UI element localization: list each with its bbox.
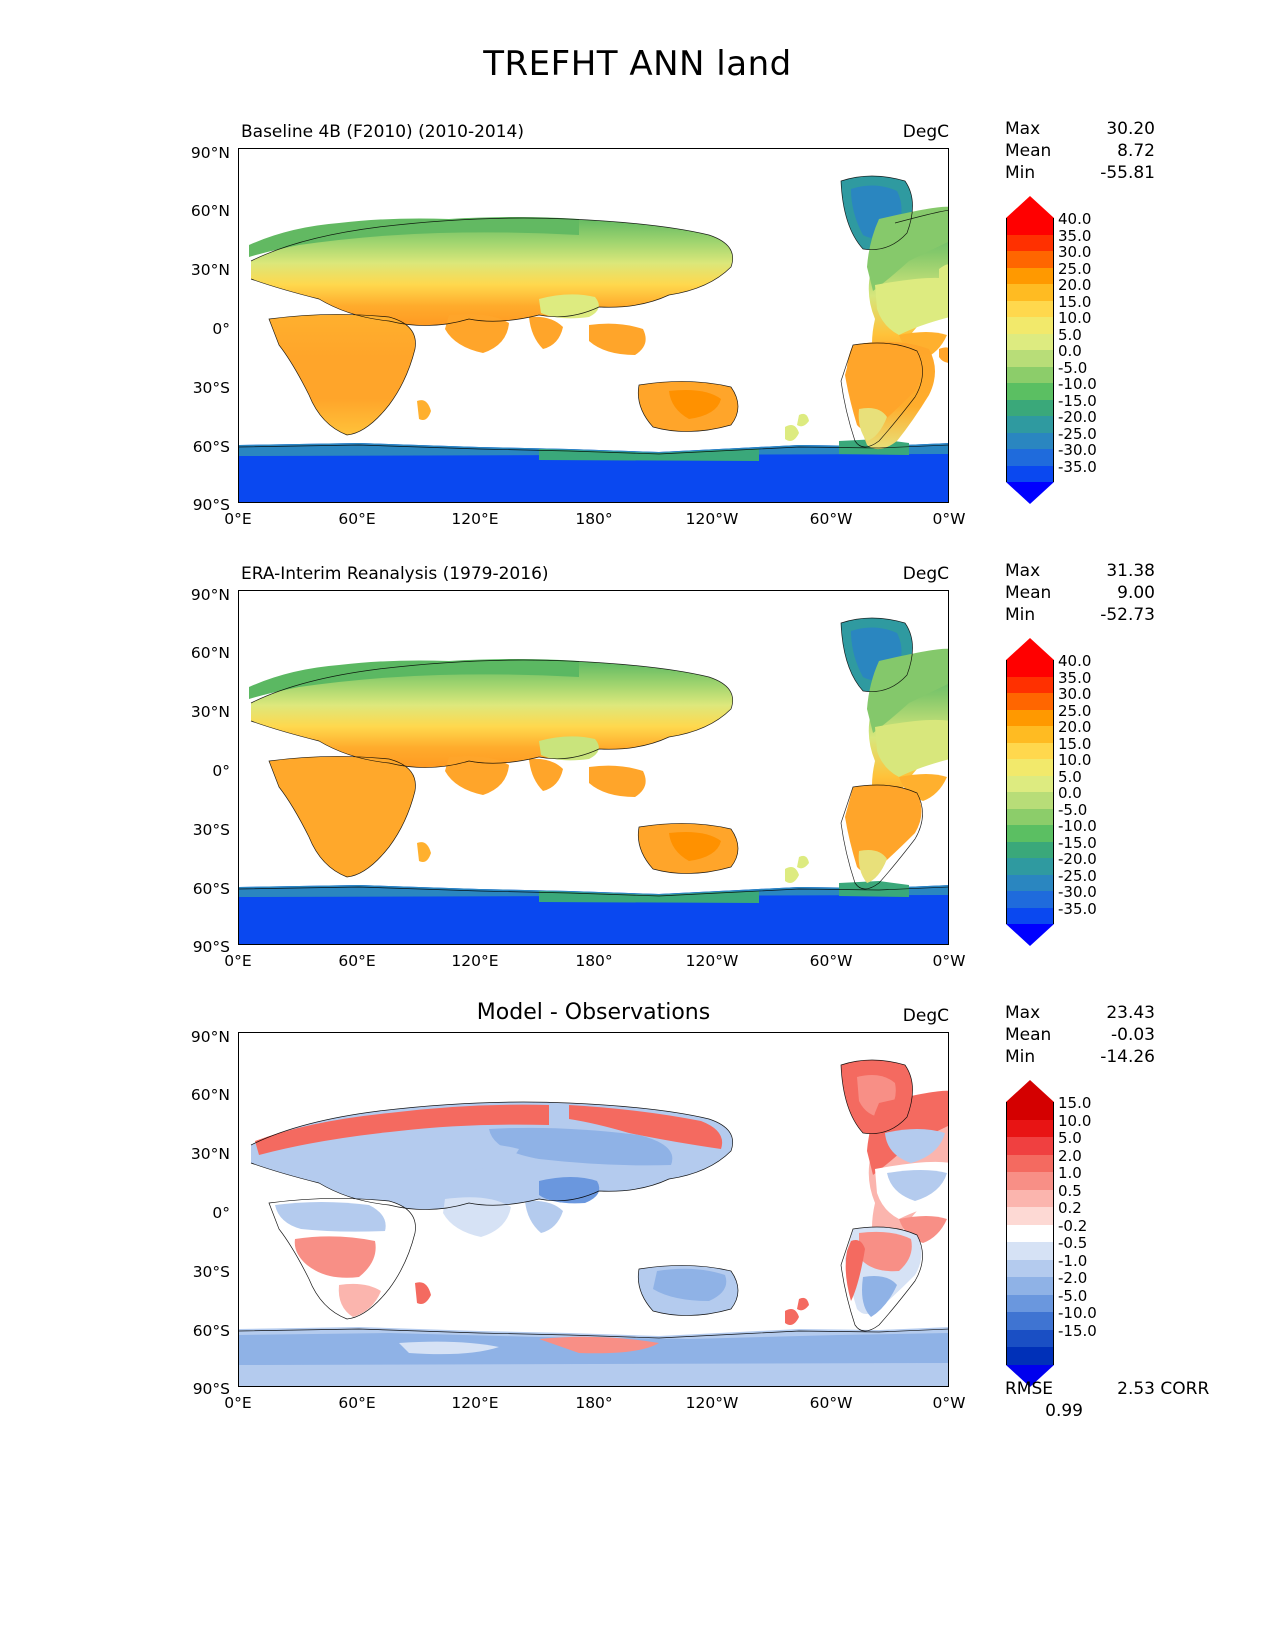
colorbar-tick: 25.0: [1058, 701, 1092, 720]
colorbar-segment: [1007, 1207, 1053, 1225]
colorbar-segment: [1007, 792, 1053, 809]
colorbar-tick: -2.0: [1058, 1269, 1088, 1287]
panel-title-reanalysis: ERA-Interim Reanalysis (1979-2016): [241, 564, 549, 584]
ylabel-0-p1: 0°: [212, 320, 230, 338]
colorbar-tick: 40.0: [1058, 210, 1092, 228]
colorbar-tick: 0.2: [1058, 1199, 1082, 1217]
colorbar-segment: [1007, 1137, 1053, 1155]
colorbar-segment: [1007, 1102, 1053, 1120]
colorbar-tick: -10.0: [1058, 1304, 1097, 1322]
stat-val-min-p2: -52.73: [1100, 605, 1155, 625]
map-canvas-difference: [239, 1033, 949, 1387]
colorbar-tick: -10.0: [1058, 817, 1097, 835]
colorbar-under-arrow: [1006, 482, 1054, 504]
colorbar-over-arrow: [1006, 1080, 1054, 1102]
colorbar-segment: [1007, 1155, 1053, 1173]
colorbar-tick: -0.5: [1058, 1234, 1088, 1252]
stat-val-mean-p3: -0.03: [1111, 1025, 1155, 1045]
colorbar-tick: -10.0: [1058, 375, 1097, 393]
colorbar-segment: [1007, 400, 1053, 417]
xlabel-120W-p1: 120°W: [685, 510, 739, 528]
colorbar-tick: -0.2: [1058, 1216, 1088, 1235]
xlabel-180-p2: 180°: [575, 952, 613, 970]
xlabel-60E-p1: 60°E: [338, 510, 376, 528]
map-reanalysis[interactable]: [238, 590, 949, 945]
stat-val-min-p3: -14.26: [1100, 1047, 1155, 1067]
ylabel-90S-p1: 90°S: [192, 496, 230, 514]
stat-key-mean-p2: Mean: [1005, 583, 1052, 603]
page-title: TREFHT ANN land: [483, 44, 792, 84]
colorbar-segment: [1007, 1330, 1053, 1348]
stat-key-min-p1: Min: [1005, 163, 1036, 183]
ylabel-0-p3: 0°: [212, 1204, 230, 1222]
stat-key-max-p1: Max: [1005, 119, 1041, 139]
colorbar-tick: 20.0: [1058, 276, 1092, 294]
colorbar-tick: 15.0: [1058, 1094, 1092, 1112]
colorbar-segment: [1007, 416, 1053, 433]
colorbar-body: [1006, 660, 1054, 924]
xlabel-0E-p1: 0°E: [224, 510, 252, 528]
stat-val-max-p1: 30.20: [1106, 119, 1155, 139]
colorbar-segment: [1007, 858, 1053, 875]
colorbar-segment: [1007, 251, 1053, 268]
stats-difference: [1005, 1002, 1155, 1068]
ylabel-30S-p2: 30°S: [192, 821, 230, 839]
colorbar-segment: [1007, 743, 1053, 760]
stat-key-max-p3: Max: [1005, 1003, 1041, 1023]
xlabel-0W-p2: 0°W: [932, 952, 966, 970]
ylabel-30N-p1: 30°N: [190, 261, 230, 279]
xlabel-60E-p3: 60°E: [338, 1394, 376, 1412]
ylabel-60N-p3: 60°N: [190, 1086, 230, 1104]
ylabel-60N-p1: 60°N: [190, 202, 230, 220]
ylabel-90S-p2: 90°S: [192, 938, 230, 956]
colorbar-tick: 1.0: [1058, 1164, 1082, 1182]
colorbar-tick: 5.0: [1058, 325, 1082, 344]
colorbar-segment: [1007, 660, 1053, 677]
xlabel-0E-p3: 0°E: [224, 1394, 252, 1412]
colorbar-tick: 0.0: [1058, 784, 1082, 802]
colorbar-segment: [1007, 268, 1053, 285]
colorbar-segment: [1007, 759, 1053, 776]
xlabel-60W-p1: 60°W: [809, 510, 853, 528]
colorbar-tick: -30.0: [1058, 441, 1097, 459]
ylabel-0-p2: 0°: [212, 762, 230, 780]
colorbar-segment: [1007, 466, 1053, 483]
colorbar-tick: -20.0: [1058, 408, 1097, 426]
xlabel-180-p3: 180°: [575, 1394, 613, 1412]
colorbar-segment: [1007, 710, 1053, 727]
colorbar-tick: -5.0: [1058, 800, 1088, 819]
colorbar-segment: [1007, 1190, 1053, 1208]
colorbar-tick: 25.0: [1058, 259, 1092, 278]
colorbar-segment: [1007, 1242, 1053, 1260]
colorbar-tick: 5.0: [1058, 1129, 1082, 1147]
colorbar-tick: 35.0: [1058, 668, 1092, 687]
ylabel-90N-p3: 90°N: [190, 1028, 230, 1046]
colorbar-segment: [1007, 367, 1053, 384]
colorbar-over-arrow: [1006, 196, 1054, 218]
xlabel-120W-p2: 120°W: [685, 952, 739, 970]
colorbar-tick: 10.0: [1058, 309, 1092, 327]
panel-title-baseline: Baseline 4B (F2010) (2010-2014): [241, 122, 524, 142]
colorbar-under-arrow: [1006, 924, 1054, 946]
colorbar-difference[interactable]: [1006, 1080, 1097, 1387]
colorbar-tick: 10.0: [1058, 751, 1092, 769]
colorbar-segment: [1007, 1120, 1053, 1138]
colorbar-tick: -5.0: [1058, 1286, 1088, 1305]
stat-key-max-p2: Max: [1005, 561, 1041, 581]
xlabel-0W-p1: 0°W: [932, 510, 966, 528]
colorbar-tick: 0.5: [1058, 1181, 1082, 1200]
colorbar-segment: [1007, 677, 1053, 694]
colorbar-body: [1006, 1102, 1054, 1365]
xlabel-60W-p3: 60°W: [809, 1394, 853, 1412]
xlabel-120W-p3: 120°W: [685, 1394, 739, 1412]
colorbar-tick: -30.0: [1058, 883, 1097, 901]
units-label-difference: DegC: [902, 1006, 949, 1026]
xlabel-60E-p2: 60°E: [338, 952, 376, 970]
colorbar-segment: [1007, 317, 1053, 334]
colorbar-tick: -15.0: [1058, 833, 1097, 852]
xlabel-60W-p2: 60°W: [809, 952, 853, 970]
colorbar-tick: 0.0: [1058, 342, 1082, 360]
xlabel-120E-p1: 120°E: [451, 510, 499, 528]
colorbar-tick: -1.0: [1058, 1251, 1088, 1270]
ylabel-90N-p1: 90°N: [190, 144, 230, 162]
colorbar-tick: 30.0: [1058, 685, 1092, 703]
colorbar-segment: [1007, 726, 1053, 743]
colorbar-segment: [1007, 350, 1053, 367]
colorbar-segment: [1007, 1277, 1053, 1295]
xlabel-120E-p2: 120°E: [451, 952, 499, 970]
colorbar-segment: [1007, 235, 1053, 252]
xlabel-180-p1: 180°: [575, 510, 613, 528]
map-canvas-baseline: [239, 149, 949, 503]
colorbar-tick: 30.0: [1058, 243, 1092, 261]
colorbar-segment: [1007, 891, 1053, 908]
colorbar-segment: [1007, 284, 1053, 301]
colorbar-body: [1006, 218, 1054, 482]
ylabel-60S-p2: 60°S: [192, 880, 230, 898]
stat-val-rmse: 2.53: [1117, 1379, 1155, 1399]
stat-val-max-p3: 23.43: [1106, 1003, 1155, 1023]
colorbar-tick: -15.0: [1058, 1321, 1097, 1340]
colorbar-tick: -25.0: [1058, 866, 1097, 885]
colorbar-segment: [1007, 875, 1053, 892]
ylabel-90N-p2: 90°N: [190, 586, 230, 604]
colorbar-segment: [1007, 1172, 1053, 1190]
colorbar-segment: [1007, 1260, 1053, 1278]
colorbar-tick: 15.0: [1058, 292, 1092, 311]
colorbar-tick: 40.0: [1058, 652, 1092, 670]
ylabel-30S-p1: 30°S: [192, 379, 230, 397]
xlabel-0W-p3: 0°W: [932, 1394, 966, 1412]
colorbar-segment: [1007, 776, 1053, 793]
stat-val-min-p1: -55.81: [1100, 163, 1155, 183]
xlabel-120E-p3: 120°E: [451, 1394, 499, 1412]
colorbar-tick: 20.0: [1058, 718, 1092, 736]
colorbar-segment: [1007, 1295, 1053, 1313]
colorbar-segment: [1007, 842, 1053, 859]
colorbar-tick: -25.0: [1058, 424, 1097, 443]
ylabel-30N-p2: 30°N: [190, 703, 230, 721]
stat-key-mean-p3: Mean: [1005, 1025, 1052, 1045]
stat-val-mean-p2: 9.00: [1117, 583, 1155, 603]
colorbar-segment: [1007, 218, 1053, 235]
ylabel-90S-p3: 90°S: [192, 1380, 230, 1398]
ylabel-60S-p3: 60°S: [192, 1322, 230, 1340]
stats-reanalysis: [1005, 560, 1155, 626]
stat-key-min-p2: Min: [1005, 605, 1036, 625]
colorbar-tick: 35.0: [1058, 226, 1092, 245]
colorbar-tick: 5.0: [1058, 767, 1082, 786]
colorbar-segment: [1007, 1347, 1053, 1365]
colorbar-reanalysis[interactable]: [1006, 638, 1097, 946]
map-baseline[interactable]: [238, 148, 949, 503]
stat-val-corr: 0.99: [1045, 1401, 1083, 1421]
stats-baseline: [1005, 118, 1155, 184]
colorbar-segment: [1007, 383, 1053, 400]
colorbar-segment: [1007, 449, 1053, 466]
ylabel-60N-p2: 60°N: [190, 644, 230, 662]
stat-key-min-p3: Min: [1005, 1047, 1036, 1067]
colorbar-segment: [1007, 1225, 1053, 1243]
colorbar-tick: -15.0: [1058, 391, 1097, 410]
colorbar-segment: [1007, 334, 1053, 351]
colorbar-tick: -35.0: [1058, 899, 1097, 918]
colorbar-segment: [1007, 301, 1053, 318]
colorbar-tick: -35.0: [1058, 457, 1097, 476]
colorbar-tick: 2.0: [1058, 1146, 1082, 1165]
stat-val-mean-p1: 8.72: [1117, 141, 1155, 161]
ylabel-30N-p3: 30°N: [190, 1145, 230, 1163]
stat-key-rmse: RMSE: [1005, 1379, 1054, 1399]
colorbar-segment: [1007, 693, 1053, 710]
colorbar-over-arrow: [1006, 638, 1054, 660]
colorbar-tick: 10.0: [1058, 1111, 1092, 1130]
colorbar-tick: 15.0: [1058, 734, 1092, 753]
colorbar-segment: [1007, 809, 1053, 826]
units-label-baseline: DegC: [902, 122, 949, 142]
ylabel-30S-p3: 30°S: [192, 1263, 230, 1281]
map-canvas-reanalysis: [239, 591, 949, 945]
colorbar-tick: -5.0: [1058, 358, 1088, 377]
xlabel-0E-p2: 0°E: [224, 952, 252, 970]
stat-key-corr: CORR: [1160, 1379, 1210, 1399]
colorbar-segment: [1007, 908, 1053, 925]
colorbar-tick: -20.0: [1058, 850, 1097, 868]
map-difference[interactable]: [238, 1032, 949, 1387]
units-label-reanalysis: DegC: [902, 564, 949, 584]
colorbar-segment: [1007, 825, 1053, 842]
stats-extra-difference: [1005, 1378, 1275, 1422]
stat-val-max-p2: 31.38: [1106, 561, 1155, 581]
colorbar-segment: [1007, 1312, 1053, 1330]
ylabel-60S-p1: 60°S: [192, 438, 230, 456]
panel-title-difference: Model - Observations: [476, 1000, 711, 1025]
stat-key-mean-p1: Mean: [1005, 141, 1052, 161]
colorbar-baseline[interactable]: [1006, 196, 1097, 504]
colorbar-segment: [1007, 433, 1053, 450]
